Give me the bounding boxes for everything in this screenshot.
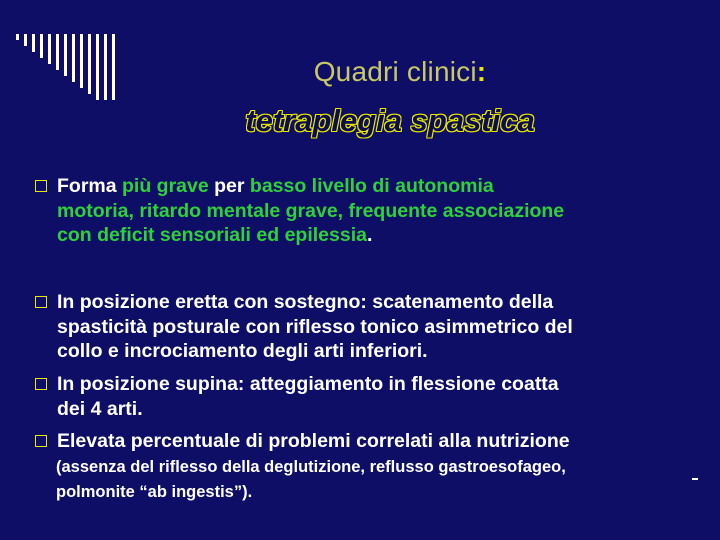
bullet-box-icon: [35, 435, 47, 447]
trailing-dash: [692, 478, 698, 480]
note-line-1: (assenza del riflesso della deglutizione, reflusso gastroesofageo,: [56, 458, 566, 476]
bullet2-line-3: collo e incrociamento degli arti inferiori.: [57, 340, 428, 362]
bullet1-text-7: .: [366, 224, 373, 246]
title-line1: Quadri clinici: [313, 56, 477, 87]
bullet1-text-2: più grave: [122, 175, 209, 197]
nutrition-note: [56, 455, 706, 505]
bullet1-text-4: basso livello di autonomia: [249, 175, 494, 197]
bullet-box-icon: [35, 296, 47, 308]
note-line-2: polmonite “ab ingestis”).: [56, 483, 253, 501]
bullet4-text: Elevata percentuale di problemi correlati alla nutrizione: [57, 430, 570, 452]
bullet1-text-3: per: [208, 175, 250, 197]
bullet1-text-6: con deficit sensoriali ed epilessia: [57, 224, 367, 246]
slide-title: [0, 56, 720, 88]
bullet-box-icon: [35, 378, 47, 390]
slide-subtitle: tetraplegia spastica: [245, 103, 535, 138]
bullet3-line-1: In posizione supina: atteggiamento in flessione coatta: [57, 373, 559, 395]
bullet3-line-2: dei 4 arti.: [57, 397, 143, 420]
bullet-box-icon: [35, 180, 47, 192]
bullet2-line-2: spasticità posturale con riflesso tonico asimmetrico del: [57, 315, 573, 338]
title-colon: :: [476, 56, 487, 87]
bullet2-line-1: In posizione eretta con sostegno: scatenamento della: [57, 291, 554, 313]
bullet1-text-5: motoria, ritardo mentale grave, frequente associazione: [57, 199, 565, 222]
bullet1-text-1: Forma: [57, 175, 123, 197]
